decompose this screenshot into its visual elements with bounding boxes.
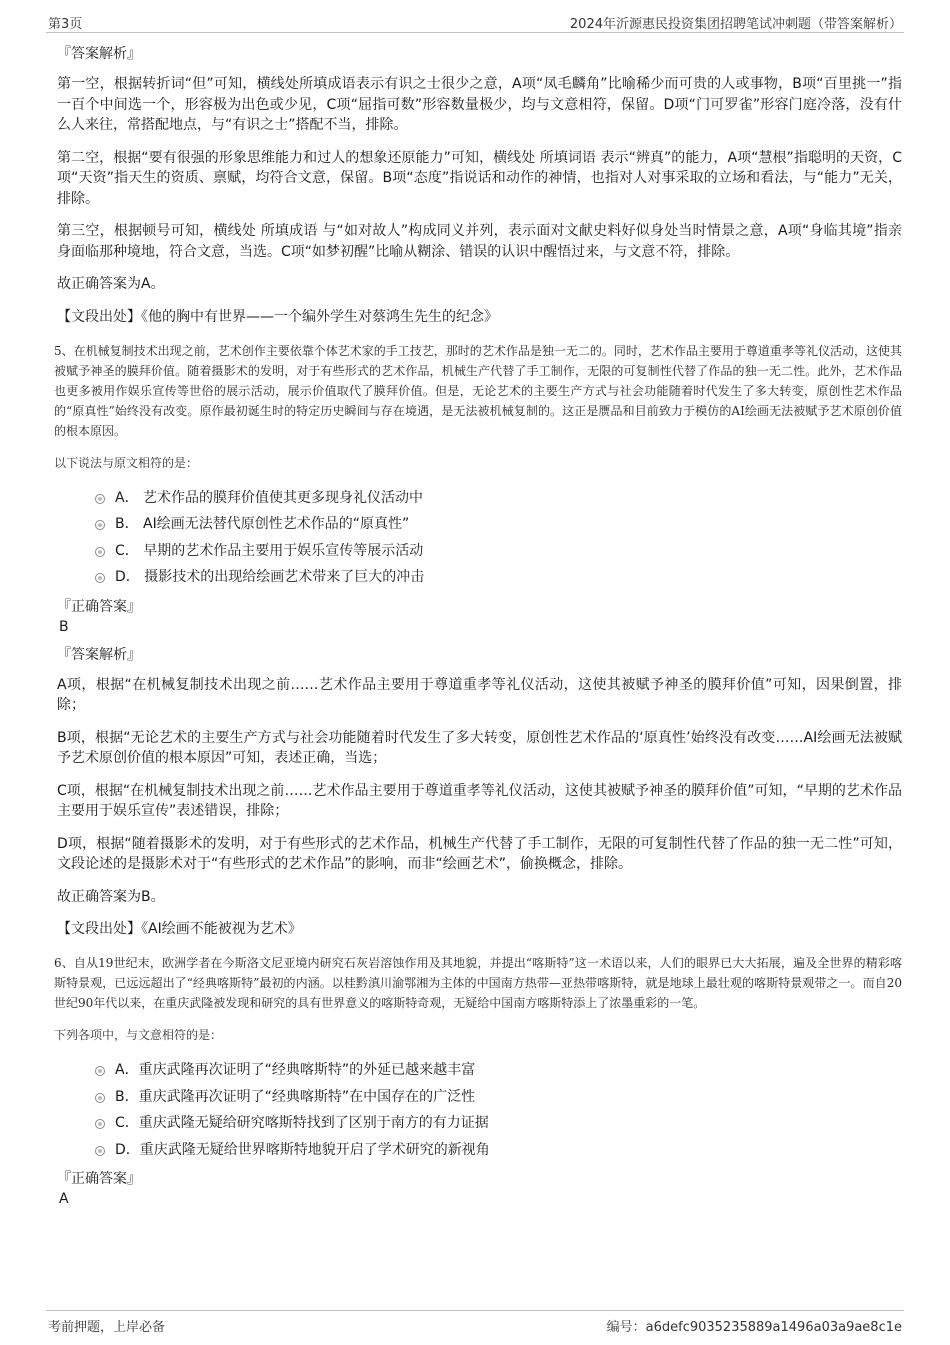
option-label: A． 艺术作品的膜拜价值使其更多现身礼仪活动中 <box>115 489 424 506</box>
correct-answer-label: 『正确答案』 <box>57 1171 141 1187</box>
option-label: C． 早期的艺术作品主要用于娱乐宣传等展示活动 <box>115 542 424 559</box>
radio-icon[interactable] <box>95 1093 105 1103</box>
radio-icon[interactable] <box>95 547 105 557</box>
question-6-options <box>95 1057 902 1163</box>
analysis-paragraph: D项，根据“随着摄影术的发明，对于有些形式的艺术作品，机械生产代替了手工制作，无限的可复制性代替了作品的独一无二性”可知，文段论述的是摄影术对于“有些形式的艺术作品”的影响，而非“绘画艺术”，偷换概念，排除。 <box>57 835 902 872</box>
radio-icon[interactable] <box>95 573 105 583</box>
option-label: D．重庆武隆无疑给世界喀斯特地貌开启了学术研究的新视角 <box>115 1141 490 1158</box>
analysis-paragraph: 第一空，根据转折词“但”可知，横线处所填成语表示有识之士很少之意，A项“凤毛麟角”比喻稀少而可贵的人或事物，B项“百里挑一”指一百个中间选一个，形容极为出色或少见，C项“屈指可数”形容数量极少，均与文意相符，保留。D项“门可罗雀”形容门庭冷落，没有什么人来往，常搭配地点，与“有识之士”搭配不当，排除。 <box>57 76 902 133</box>
analysis-label: 『答案解析』 <box>57 46 141 62</box>
question-5-text: 5、在机械复制技术出现之前，艺术创作主要依靠个体艺术家的手工技艺，那时的艺术作品是独一无二的。同时，艺术作品主要用于尊道重孝等礼仪活动，这使其被赋予神圣的膜拜价值。随着摄影术的发明，对于有些形式的艺术作品，机械生产代替了手工制作，无限的可复制性代替了作品的独一无二性。此外，艺术作品也更多被用作娱乐宣传等世俗的展示活动，展示价值取代了膜拜价值。但是，无论艺术的主要生产方式与社会功能随着时代发生了多大转变，原创性艺术作品的“原真性”始终没有改变。原作最初诞生时的特定历史瞬间与存在境遇，是无法被机械复制的。这正是赝品和目前致力于模仿的AI绘画无法被赋予艺术原创价值的根本原因。 <box>54 343 902 438</box>
page-content <box>54 44 902 1217</box>
option-a[interactable] <box>95 1057 902 1084</box>
analysis-paragraph: A项，根据“在机械复制技术出现之前……艺术作品主要用于尊道重孝等礼仪活动，这使其被赋予神圣的膜拜价值”可知，因果倒置，排除； <box>57 676 902 713</box>
option-c[interactable] <box>95 538 902 565</box>
question-5-prompt: 以下说法与原文相符的是： <box>54 455 199 470</box>
radio-icon[interactable] <box>95 1119 105 1129</box>
option-label: B．重庆武隆再次证明了“经典喀斯特”在中国存在的广泛性 <box>115 1088 476 1105</box>
document-id: 编号：a6defc9035235889a1496a03a9ae8c1e <box>606 1320 902 1335</box>
analysis-conclusion: 故正确答案为A。 <box>57 276 165 292</box>
option-label: A．重庆武隆再次证明了“经典喀斯特”的外延已越来越丰富 <box>115 1062 476 1078</box>
option-b[interactable] <box>95 511 902 538</box>
radio-icon[interactable] <box>95 1066 105 1076</box>
radio-icon[interactable] <box>95 520 105 530</box>
page-footer <box>46 1310 904 1335</box>
option-c[interactable] <box>95 1110 902 1137</box>
footer-slogan: 考前押题，上岸必备 <box>48 1320 166 1335</box>
option-b[interactable] <box>95 1084 902 1111</box>
analysis-paragraph: 第三空，根据顿号可知，横线处 所填成语 与“如对故人”构成同义并列，表示面对文献史料好似身处当时情景之意，A项“身临其境”指亲身面临那种境地，符合文意，当选。C项“如梦初醒”比喻从糊涂、错误的认识中醒悟过来，与文意不符，排除。 <box>57 223 902 260</box>
question-6-prompt: 下列各项中，与文意相符的是： <box>54 1028 223 1042</box>
correct-answer: A <box>59 1191 69 1207</box>
document-title: 2024年沂源惠民投资集团招聘笔试冲刺题（带答案解析） <box>569 17 902 32</box>
question-5-options <box>95 485 902 591</box>
analysis-paragraph: C项，根据“在机械复制技术出现之前……艺术作品主要用于尊道重孝等礼仪活动，这使其被赋予神圣的膜拜价值”可知，“早期的艺术作品主要用于娱乐宣传”表述错误，排除； <box>57 782 902 819</box>
analysis-paragraph: B项，根据“无论艺术的主要生产方式与社会功能随着时代发生了多大转变，原创性艺术作品的‘原真性’始终没有改变……AI绘画无法被赋予艺术原创价值的根本原因”可知，表述正确，当选； <box>57 729 902 766</box>
page-header <box>46 10 904 33</box>
option-d[interactable] <box>95 564 902 591</box>
analysis-conclusion: 故正确答案为B。 <box>57 888 165 905</box>
option-label: C．重庆武隆无疑给研究喀斯特找到了区别于南方的有力证据 <box>115 1115 489 1131</box>
option-d[interactable] <box>95 1137 902 1164</box>
source-citation: 【文段出处】《他的胸中有世界——一个编外学生对蔡鸿生先生的纪念》 <box>57 308 498 325</box>
correct-answer-label: 『正确答案』 <box>57 598 141 615</box>
option-label: D． 摄影技术的出现给绘画艺术带来了巨大的冲击 <box>115 569 425 585</box>
question-6-text: 6、自从19世纪末，欧洲学者在今斯洛文尼亚境内研究石灰岩溶蚀作用及其地貌，并提出“喀斯特”这一术语以来，人们的眼界已大大拓展，遍及全世界的精彩喀斯特景观，已远远超出了“经典喀斯特”最初的内涵。以桂黔滇川渝鄂湘为主体的中国南方热带—亚热带喀斯特，就是地球上最壮观的喀斯特景观带之一。而自20世纪90年代以来，在重庆武隆被发现和研究的具有世界意义的喀斯特奇观，无疑给中国南方喀斯特添上了浓墨重彩的一笔。 <box>54 956 902 1010</box>
source-citation: 【文段出处】《AI绘画不能被视为艺术》 <box>57 921 302 937</box>
option-a[interactable] <box>95 485 902 512</box>
correct-answer: B <box>59 618 69 635</box>
analysis-paragraph: 第二空，根据“要有很强的形象思维能力和过人的想象还原能力”可知，横线处 所填词语 表示“辨真”的能力，A项“慧根”指聪明的天资，C项“天资”指天生的资质、禀赋，均符合文意，保留。B项“态度”指说话和动作的神情，也指对人对事采取的立场和看法，与“能力”无关，排除。 <box>57 149 902 207</box>
analysis-label: 『答案解析』 <box>57 646 141 663</box>
option-label: B． AI绘画无法替代原创性艺术作品的“原真性” <box>115 516 410 532</box>
radio-icon[interactable] <box>95 494 105 504</box>
radio-icon[interactable] <box>95 1146 105 1156</box>
page-number: 第3页 <box>48 17 83 32</box>
